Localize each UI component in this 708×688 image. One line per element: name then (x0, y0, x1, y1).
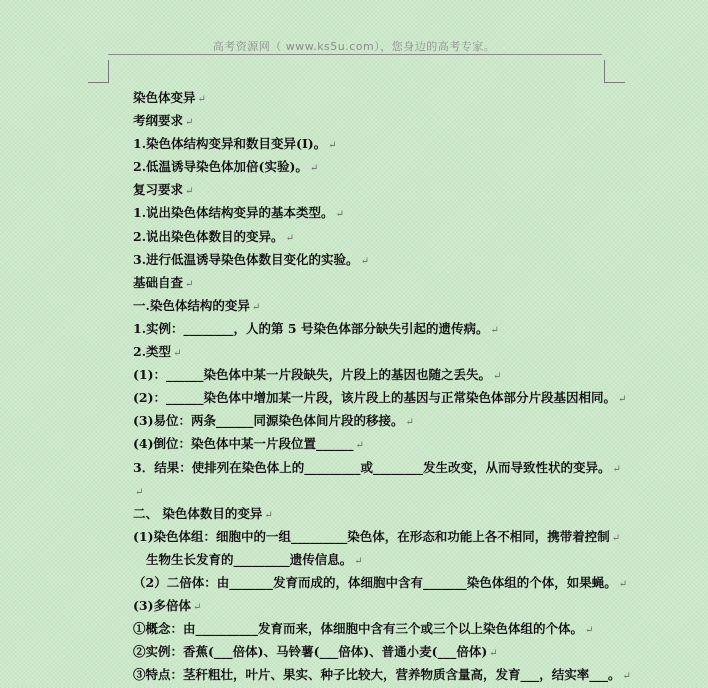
line-text: ①概念：由__________发育而来，体细胞中含有三个或三个以上染色体组的个体。 (133, 621, 584, 637)
paragraph-mark-icon: ↵ (197, 94, 206, 105)
line-text: (2)：______染色体中增加某一片段，该片段上的基因与正常染色体部分片段基因相同。 (133, 390, 617, 406)
paragraph-mark-icon: ↵ (493, 371, 502, 383)
paragraph-mark-icon: ↵ (185, 186, 194, 198)
paragraph-mark-icon: ↵ (405, 417, 414, 429)
paragraph-mark-icon: ↵ (335, 209, 344, 221)
paragraph-mark-icon: ↵ (585, 625, 594, 637)
paragraph-mark-icon: ↵ (611, 532, 621, 544)
document-line (133, 317, 653, 340)
line-text: ③特点：茎秆粗壮，叶片、果实、种子比较大，营养物质含量高，发育___，结实率___。 (133, 667, 621, 683)
paragraph-mark-icon: ↵ (173, 348, 182, 360)
line-text: 1.说出染色体结构变异的基本类型。 (133, 205, 334, 221)
document-line (133, 294, 653, 317)
paragraph-mark-icon: ↵ (193, 602, 202, 614)
paragraph-mark-icon: ↵ (135, 486, 144, 498)
document-line (133, 548, 653, 571)
line-text: 2.类型 (133, 344, 172, 360)
line-text: 复习要求 (133, 182, 184, 198)
document-line (133, 663, 653, 686)
line-text: (1)：______染色体中某一片段缺失，片段上的基因也随之丢失。 (133, 367, 492, 383)
line-text: 一.染色体结构的变异 (133, 297, 250, 313)
line-text: 考纲要求 (133, 113, 184, 129)
document-line (133, 340, 653, 363)
crop-mark-right (604, 60, 625, 83)
paragraph-mark-icon: ↵ (251, 301, 261, 313)
paragraph-mark-icon: ↵ (618, 578, 628, 590)
document-line (133, 456, 653, 479)
line-text: (3)易位：两条______同源染色体间片段的移接。 (133, 413, 404, 429)
line-text: 3.进行低温诱导染色体数目变化的实验。 (133, 251, 359, 267)
paragraph-mark-icon: ↵ (489, 648, 498, 660)
header-rule (108, 54, 602, 55)
document-line (133, 178, 653, 201)
paragraph-mark-icon: ↵ (354, 555, 363, 567)
paragraph-mark-icon: ↵ (360, 255, 369, 267)
line-text: ②实例：香蕉(___倍体)、马铃薯(___倍体)、普通小麦(___倍体) (133, 644, 488, 660)
paragraph-mark-icon: ↵ (185, 278, 194, 290)
paragraph-mark-icon: ↵ (622, 671, 631, 683)
document-line (133, 640, 653, 663)
line-text: (4)倒位：染色体中某一片段位置______ (133, 436, 354, 452)
document-line (133, 132, 653, 155)
document-body (133, 86, 653, 686)
paragraph-mark-icon: ↵ (185, 117, 194, 129)
paragraph-mark-icon: ↵ (490, 324, 499, 336)
line-text: 染色体变异 (133, 90, 196, 105)
document-line (133, 571, 653, 594)
document-line (133, 201, 653, 224)
paragraph-mark-icon: ↵ (309, 163, 319, 175)
line-text: 3．结果：使排列在染色体上的_________或________发生改变，从而导致性状的变异。 (133, 459, 611, 475)
document-line (133, 525, 653, 548)
document-line (133, 109, 653, 132)
page-header-text: 高考资源网（ www.ks5u.com），您身边的高考专家。 (212, 40, 496, 53)
document-line (133, 432, 653, 455)
line-text: 1.染色体结构变异和数目变异(Ⅰ)。 (133, 136, 327, 152)
line-text: （2）二倍体：由_______发育而成的，体细胞中含有_______染色体组的个体，如果蝇。 (133, 574, 617, 590)
document-line (133, 386, 653, 409)
crop-mark-left (88, 60, 109, 83)
document-line (133, 502, 653, 525)
line-text: 基础自查 (133, 274, 184, 290)
paragraph-mark-icon: ↵ (618, 394, 627, 406)
line-text: 2.说出染色体数目的变异。 (133, 228, 284, 244)
document-line (133, 617, 653, 640)
paragraph-mark-icon: ↵ (328, 140, 337, 152)
paragraph-mark-icon: ↵ (285, 232, 294, 244)
paragraph-mark-icon: ↵ (355, 440, 364, 452)
document-line (133, 363, 653, 386)
document-line (133, 225, 653, 248)
document-line (133, 155, 653, 178)
line-text: (1)染色体组：细胞中的一组_________染色体，在形态和功能上各不相同，携带着控制 (133, 528, 610, 544)
document-line (133, 86, 653, 109)
document-line (133, 248, 653, 271)
line-text: 生物生长发育的_________遗传信息。 (146, 551, 353, 567)
document-line (133, 409, 653, 432)
document-line (133, 594, 653, 617)
line-text: (3)多倍体 (133, 598, 192, 614)
line-text: 2.低温诱导染色体加倍(实验)。 (133, 159, 308, 175)
line-text: 二、 染色体数目的变异 (133, 505, 263, 521)
document-line (133, 271, 653, 294)
paragraph-mark-icon: ↵ (612, 463, 621, 475)
document-line (133, 479, 653, 502)
paragraph-mark-icon: ↵ (264, 509, 273, 521)
line-text: 1.实例：________，人的第 5 号染色体部分缺失引起的遗传病。 (133, 320, 489, 336)
